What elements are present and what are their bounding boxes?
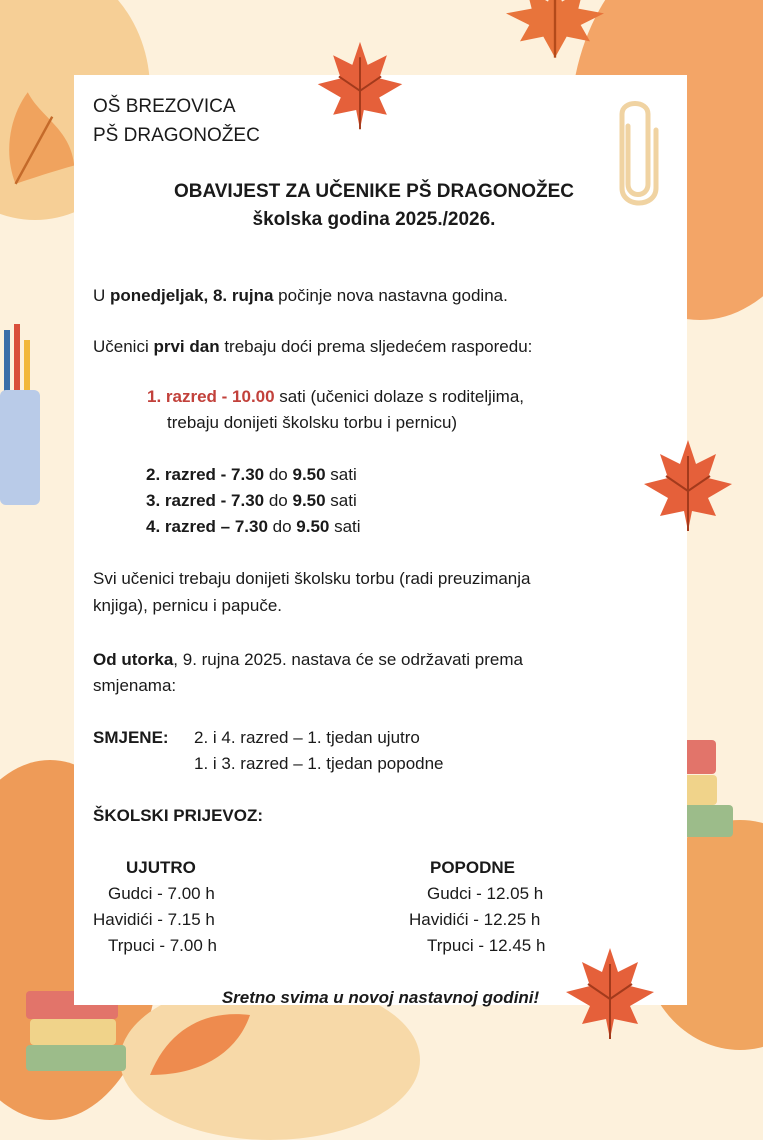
shift-line-1: 2. i 4. razred – 1. tjedan ujutro <box>194 728 420 747</box>
shift-line-2: 1. i 3. razred – 1. tjedan popodne <box>194 754 444 773</box>
maple-leaf-icon <box>312 38 408 134</box>
shifts-label: SMJENE: <box>93 728 169 747</box>
maple-leaf-icon <box>0 80 80 190</box>
morning-stop: Havidići - 7.15 h <box>93 910 215 929</box>
notice-card <box>74 75 687 1005</box>
afternoon-label: POPODNE <box>430 858 516 877</box>
bring-items-line-2: knjiga), pernicu i papuče. <box>93 596 283 615</box>
transport-heading: ŠKOLSKI PRIJEVOZ: <box>93 806 264 825</box>
paper-clip-icon <box>612 96 664 208</box>
grade-2-schedule: 2. razred - 7.30 do 9.50 sati <box>146 465 357 484</box>
school-name: OŠ BREZOVICA <box>93 96 236 117</box>
morning-stop: Trpuci - 7.00 h <box>108 936 217 955</box>
afternoon-stop: Gudci - 12.05 h <box>427 884 544 903</box>
first-day-line: Učenici prvi dan trebaju doći prema sljedećem rasporedu: <box>93 337 533 356</box>
intro-line: U ponedjeljak, 8. rujna počinje nova nastavna godina. <box>93 286 508 305</box>
grade-1-note: trebaju donijeti školsku torbu i pernicu) <box>167 413 458 432</box>
morning-stop: Gudci - 7.00 h <box>108 884 215 903</box>
afternoon-stop: Havidići - 12.25 h <box>409 910 541 929</box>
maple-leaf-icon <box>638 436 738 536</box>
afternoon-stop: Trpuci - 12.45 h <box>427 936 546 955</box>
closing-message: Sretno svima u novoj nastavnoj godini! <box>221 988 540 1007</box>
grade-4-schedule: 4. razred – 7.30 do 9.50 sati <box>146 517 361 536</box>
pencil-cup-icon <box>0 320 50 510</box>
grade-3-schedule: 3. razred - 7.30 do 9.50 sati <box>146 491 357 510</box>
maple-leaf-icon <box>480 0 630 60</box>
morning-label: UJUTRO <box>126 858 196 877</box>
branch-school-name: PŠ DRAGONOŽEC <box>93 125 260 146</box>
notice-title: OBAVIJEST ZA UČENIKE PŠ DRAGONOŽEC <box>173 181 575 202</box>
grade-1-schedule: 1. razred - 10.00 sati (učenici dolaze s roditeljima, <box>147 387 525 406</box>
maple-leaf-icon <box>140 1005 260 1080</box>
maple-leaf-icon <box>560 944 660 1044</box>
from-tuesday-line-2: smjenama: <box>93 676 177 695</box>
school-year: školska godina 2025./2026. <box>252 209 496 230</box>
bring-items-line-1: Svi učenici trebaju donijeti školsku torbu (radi preuzimanja <box>93 569 531 588</box>
from-tuesday-line: Od utorka, 9. rujna 2025. nastava će se održavati prema <box>93 650 523 669</box>
